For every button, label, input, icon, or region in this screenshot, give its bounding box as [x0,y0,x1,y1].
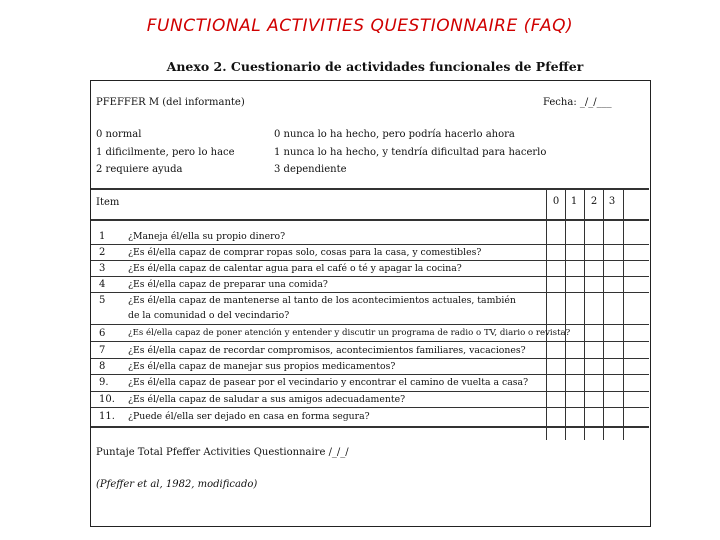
scale-right-1: 1 nunca lo ha hecho, y tendría dificultad para hacerlo [274,147,547,158]
total-score-label: Puntaje Total Pfeffer Activities Questionnaire /_/_/ [96,447,349,458]
item-num: 7 [99,345,106,356]
grid-line [546,188,547,440]
item-text: ¿Es él/ella capaz de poner atención y entender y discutir un programa de radio o TV, diario o revista? [128,328,571,338]
item-num: 6 [99,328,106,339]
row-rule [91,324,649,325]
scale-left-0: 0 normal [96,129,142,140]
item-text: ¿Es él/ella capaz de pasear por el vecindario y encontrar el camino de vuelta a casa? [128,377,529,388]
form-title: Anexo 2. Cuestionario de actividades funcionales de Pfeffer [166,59,584,74]
item-num: 11. [99,411,115,422]
grid-line [584,188,585,440]
item-num: 3 [99,263,106,274]
score-header-2: 2 [590,196,598,207]
grid-line [565,188,566,440]
item-num: 1 [99,231,106,242]
scale-left-2: 2 requiere ayuda [96,164,183,175]
scale-right-0: 0 nunca lo ha hecho, pero podría hacerlo ahora [274,129,515,140]
item-text: ¿Es él/ella capaz de saludar a sus amigos adecuadamente? [128,394,406,405]
grid-line [603,188,604,440]
item-text: ¿Es él/ella capaz de mantenerse al tanto de los acontecimientos actuales, también [128,295,516,306]
score-header-3: 3 [608,196,616,207]
item-num: 9. [99,377,109,388]
informant-label: PFEFFER M (del informante) [96,97,245,108]
slide-title: FUNCTIONAL ACTIVITIES QUESTIONNAIRE (FAQ) [146,16,574,36]
item-text: ¿Puede él/ella ser dejado en casa en forma segura? [128,411,370,422]
row-rule [91,260,649,261]
item-num: 2 [99,247,106,258]
item-text: ¿Maneja él/ella su propio dinero? [128,231,286,242]
score-header-0: 0 [552,196,560,207]
row-rule [91,244,649,245]
row-rule [91,292,649,293]
item-text: ¿Es él/ella capaz de preparar una comida? [128,279,328,290]
row-rule [91,276,649,277]
item-text: ¿Es él/ella capaz de calentar agua para el café o té y apagar la cocina? [128,263,462,274]
questionnaire-form [90,80,651,527]
score-header-1: 1 [570,196,578,207]
item-text: ¿Es él/ella capaz de manejar sus propios medicamentos? [128,361,396,372]
table-header-rule [91,219,649,221]
item-text: ¿Es él/ella capaz de recordar compromisos, acontecimientos familiares, vacaciones? [128,345,526,356]
date-field: Fecha: _/_/___ [543,97,612,108]
scale-left-1: 1 dificilmente, pero lo hace [96,147,235,158]
item-num: 8 [99,361,106,372]
item-num: 4 [99,279,106,290]
row-rule [91,358,649,359]
item-header: Item [96,197,120,208]
item-text: ¿Es él/ella capaz de comprar ropas solo, cosas para la casa, y comestibles? [128,247,482,258]
item-text-continued: de la comunidad o del vecindario? [128,310,290,321]
row-rule [91,391,649,392]
row-rule [91,374,649,375]
row-rule [91,407,649,408]
scale-right-2: 3 dependiente [274,164,347,175]
citation: (Pfeffer et al, 1982, modificado) [96,479,258,490]
item-num: 10. [99,394,115,405]
grid-line [623,188,624,440]
table-bottom-rule [91,426,649,428]
item-num: 5 [99,295,106,306]
row-rule [91,341,649,342]
